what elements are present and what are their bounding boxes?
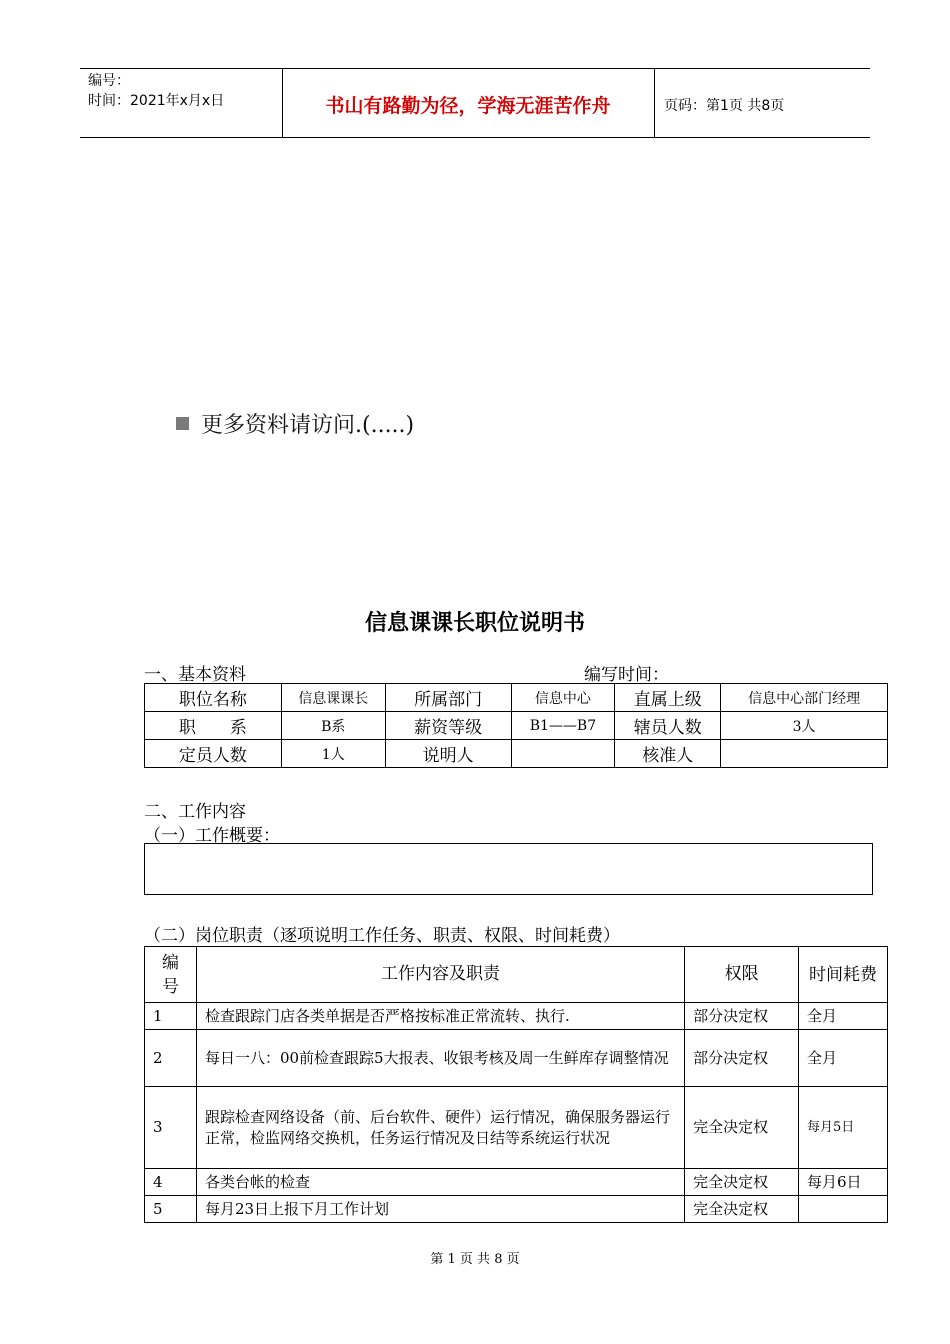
header-time: 时间：2021年x月x日 [88, 93, 225, 109]
table-cell: 定员人数 [145, 740, 282, 768]
table-cell: 检查跟踪门店各类单据是否严格按标准正常流转、执行. [196, 1003, 684, 1030]
section1-heading: 一、基本资料 [144, 665, 246, 685]
table-row [145, 1030, 888, 1087]
table-cell: 信息中心部门经理 [721, 684, 888, 712]
table-cell: 辖员人数 [615, 712, 721, 740]
table-cell: 1人 [281, 740, 385, 768]
table-cell: 所属部门 [385, 684, 511, 712]
header-page-info: 页码：第1页 共8页 [664, 98, 785, 114]
write-time-label: 编写时间： [584, 665, 669, 685]
table-cell [511, 740, 615, 768]
table-cell: 完全决定权 [685, 1169, 799, 1196]
table-cell: 1 [145, 1003, 197, 1030]
header-motto: 书山有路勤为径，学海无涯苦作舟 [325, 95, 611, 117]
header-divider [654, 69, 655, 137]
table-cell: 每月23日上报下月工作计划 [196, 1196, 684, 1223]
more-info-text: 更多资料请访问.(.....) [201, 413, 415, 438]
table-cell: 部分决定权 [685, 1030, 799, 1087]
table-cell: 3人 [721, 712, 888, 740]
document-title: 信息课课长职位说明书 [364, 611, 585, 636]
basic-info-table [144, 683, 888, 768]
column-header: 工作内容及职责 [196, 947, 684, 1003]
column-header-label: 编号 [161, 952, 179, 997]
column-header-label: 时间耗费 [809, 964, 877, 985]
table-cell: 核准人 [615, 740, 721, 768]
table-row [145, 1087, 888, 1169]
column-header [799, 947, 888, 1003]
table-row [145, 1196, 888, 1223]
table-cell [799, 1196, 888, 1223]
duty-table [144, 946, 888, 1223]
column-header [145, 947, 197, 1003]
table-cell: 每月6日 [799, 1169, 888, 1196]
summary-heading: （一）工作概要： [144, 826, 280, 846]
column-header: 权限 [685, 947, 799, 1003]
table-row [145, 712, 888, 740]
table-cell: 部分决定权 [685, 1003, 799, 1030]
table-cell: 跟踪检查网络设备（前、后台软件、硬件）运行情况，确保服务器运行正常，检监网络交换机，任务运行情况及日结等系统运行状况 [196, 1087, 684, 1169]
table-cell: 每日一八：00前检查跟踪5大报表、收银考核及周一生鲜库存调整情况 [196, 1030, 684, 1087]
table-row [145, 740, 888, 768]
table-cell: 3 [145, 1087, 197, 1169]
table-cell: 全月 [799, 1030, 888, 1087]
section2-heading: 二、工作内容 [144, 802, 246, 822]
summary-box [144, 843, 873, 895]
header-number: 编号： [88, 73, 130, 89]
table-cell [721, 740, 888, 768]
table-cell: 信息课课长 [281, 684, 385, 712]
table-cell: 5 [145, 1196, 197, 1223]
table-cell: 每月5日 [799, 1087, 888, 1169]
table-cell: B系 [281, 712, 385, 740]
table-row [145, 1003, 888, 1030]
duty-heading: （二）岗位职责（逐项说明工作任务、职责、权限、时间耗费） [144, 926, 620, 946]
page-footer: 第 1 页 共 8 页 [430, 1252, 520, 1267]
table-cell: 职位名称 [145, 684, 282, 712]
table-row [145, 684, 888, 712]
table-cell: 完全决定权 [685, 1196, 799, 1223]
table-cell: 全月 [799, 1003, 888, 1030]
table-cell: 职 系 [145, 712, 282, 740]
table-cell: 各类台帐的检查 [196, 1169, 684, 1196]
table-header-row [145, 947, 888, 1003]
page-header [80, 68, 870, 138]
table-cell: 完全决定权 [685, 1087, 799, 1169]
table-cell: B1——B7 [511, 712, 615, 740]
table-cell: 薪资等级 [385, 712, 511, 740]
table-cell: 2 [145, 1030, 197, 1087]
table-cell: 信息中心 [511, 684, 615, 712]
square-bullet-icon [176, 417, 189, 430]
table-cell: 4 [145, 1169, 197, 1196]
more-info-line [176, 408, 414, 439]
header-meta [88, 71, 224, 111]
table-cell: 说明人 [385, 740, 511, 768]
table-row [145, 1169, 888, 1196]
table-cell: 直属上级 [615, 684, 721, 712]
